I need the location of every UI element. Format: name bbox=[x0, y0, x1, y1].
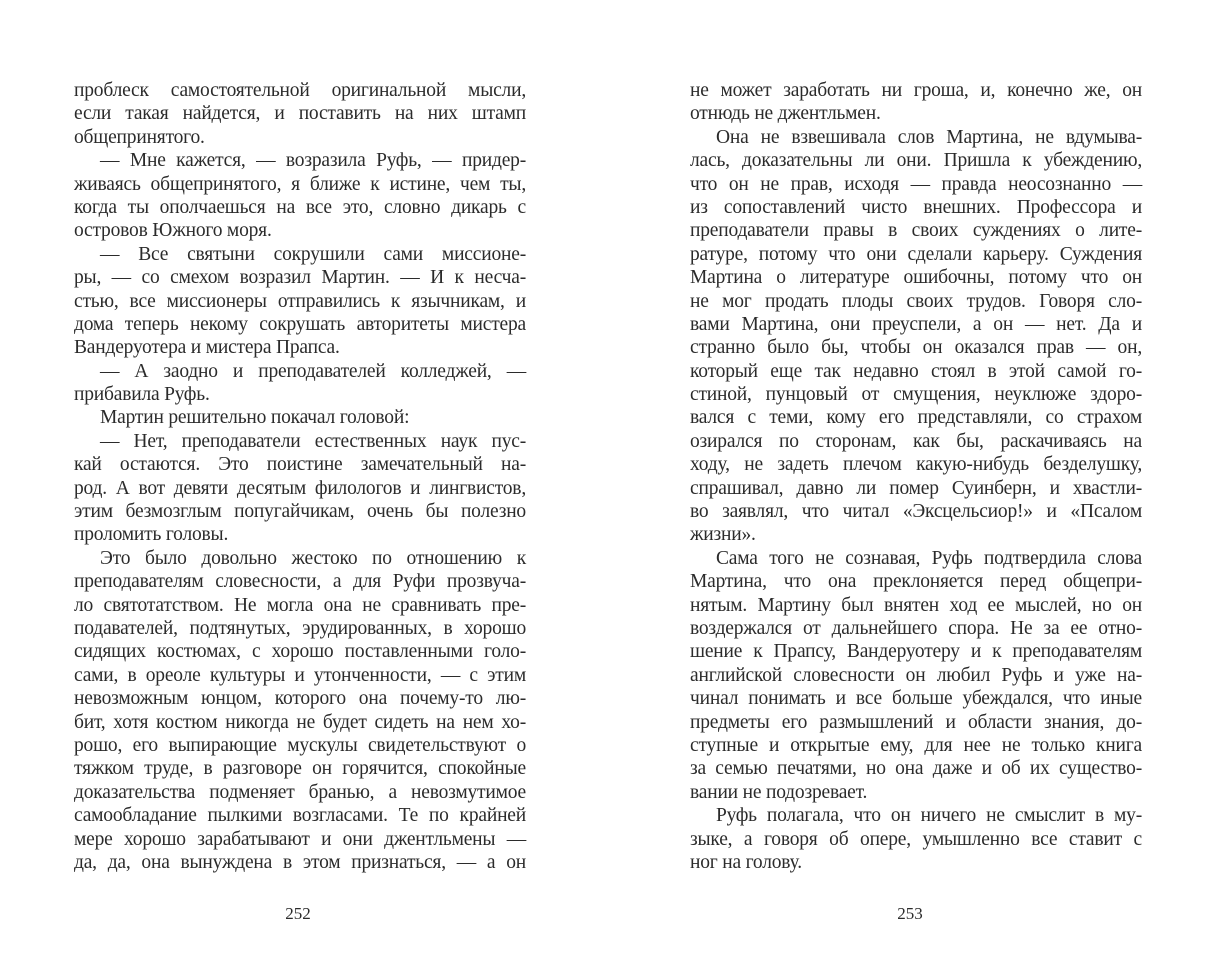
text-line: не мог продать плоды своих трудов. Говоря сло- bbox=[690, 290, 1142, 312]
text-line: преподавателям словесности, а для Руфи прозвуча- bbox=[74, 571, 526, 593]
text-line: ло святотатством. Не могла она не сравнивать пре- bbox=[74, 594, 526, 616]
text-line: вался с теми, кому его представляли, со страхом bbox=[690, 407, 1142, 429]
text-line: шение к Прапсу, Вандеруотеру и к преподавателям bbox=[690, 641, 1142, 663]
text-line: самообладание пылкими возгласами. Те по крайней bbox=[74, 805, 526, 827]
text-line: не может заработать ни гроша, и, конечно же, он bbox=[690, 80, 1142, 101]
text-line: Вандеруотера и мистера Прапса. bbox=[74, 337, 340, 359]
text-line: предметы его размышлений и области знания, до- bbox=[690, 711, 1142, 733]
text-line: — А заодно и преподавателей колледжей, — bbox=[100, 360, 526, 382]
text-line: живаясь общепринятого, я ближе к истине, чем ты, bbox=[74, 173, 526, 195]
text-line: ры, — со смехом возразил Мартин. — И к несча- bbox=[74, 267, 526, 289]
text-line: отнюдь не джентльмен. bbox=[690, 103, 881, 125]
text-line: во заявлял, что читал «Эксцельсиор!» и «Псалом bbox=[690, 501, 1142, 523]
text-line: проломить головы. bbox=[74, 524, 229, 546]
right-page bbox=[690, 79, 1142, 959]
text-line: сидящих костюмах, с хорошо поставленными голо- bbox=[74, 641, 526, 663]
text-line: этим безмозглым попугайчикам, очень бы полезно bbox=[74, 501, 526, 523]
text-line: который еще так недавно стоял в этой самой го- bbox=[690, 360, 1142, 382]
text-line: мере хорошо зарабатывают и они джентльмены — bbox=[74, 828, 526, 850]
text-line: — Мне кажется, — возразила Руфь, — придер- bbox=[100, 150, 526, 172]
text-line: если такая найдется, и поставить на них штамп bbox=[74, 103, 526, 125]
text-line: род. А вот девяти десятым филологов и лингвистов, bbox=[74, 477, 526, 499]
text-line: из сопоставлений чисто внешних. Профессора и bbox=[690, 196, 1142, 218]
text-line: Мартина, что она преклоняется перед общепри- bbox=[690, 571, 1142, 593]
text-line: кай остаются. Это поистине замечательный на- bbox=[74, 454, 526, 476]
text-line: — Нет, преподаватели естественных наук пус- bbox=[100, 430, 526, 452]
text-line: вании не подозревает. bbox=[690, 781, 868, 803]
text-line: стью, все миссионеры отправились к язычникам, и bbox=[74, 290, 526, 312]
text-line: лась, доказательны ли они. Пришла к убеждению, bbox=[690, 150, 1142, 172]
text-line: вами Мартина, они преуспели, а он — нет. Да и bbox=[690, 313, 1142, 335]
text-line: спрашивал, давно ли помер Суинберн, и хвастли- bbox=[690, 477, 1142, 499]
right-page-number: 253 bbox=[897, 904, 923, 923]
text-line: доказательства подменяет бранью, а невозмутимое bbox=[74, 781, 526, 803]
text-line: общепринятого. bbox=[74, 126, 205, 148]
left-page-body bbox=[74, 79, 526, 874]
text-line: ходу, не задеть плечом какую-нибудь безделушку, bbox=[690, 454, 1142, 476]
text-line: Мартин решительно покачал головой: bbox=[100, 407, 410, 429]
text-line: подавателей, подтянутых, эрудированных, в хорошо bbox=[74, 617, 526, 639]
right-page-body bbox=[690, 79, 1142, 874]
text-line: проблеск самостоятельной оригинальной мысли, bbox=[74, 80, 526, 101]
text-line: невозможным юнцом, которого она почему-то лю- bbox=[74, 688, 526, 710]
text-line: что он не прав, исходя — правда неосознанно — bbox=[690, 173, 1142, 195]
text-line: — Все святыни сокрушили сами миссионе- bbox=[100, 243, 526, 265]
left-page-number: 252 bbox=[285, 904, 311, 923]
text-line: бит, хотя костюм никогда не будет сидеть на нем хо- bbox=[74, 711, 526, 733]
text-line: Она не взвешивала слов Мартина, не вдумыва- bbox=[716, 126, 1142, 148]
text-line: чинал понимать и все больше убеждался, что иные bbox=[690, 688, 1142, 710]
text-line: да, да, она вынуждена в этом признаться, — а он bbox=[74, 851, 526, 873]
text-line: Это было довольно жестоко по отношению к bbox=[100, 547, 526, 569]
text-line: ног на голову. bbox=[690, 851, 802, 873]
text-line: воздержался от дальнейшего спора. Не за ее отно- bbox=[690, 617, 1142, 639]
text-line: тяжком труде, в разговоре он горячится, спокойные bbox=[74, 758, 526, 780]
text-line: странно было бы, чтобы он оказался прав — он, bbox=[690, 337, 1142, 359]
text-line: Мартина о литературе ошибочны, потому что он bbox=[690, 267, 1142, 289]
text-line: преподаватели правы в своих суждениях о лите- bbox=[690, 220, 1142, 242]
text-line: за семью печатями, но она даже и об их существо- bbox=[690, 758, 1142, 780]
text-line: стиной, пунцовый от смущения, неуклюже здоро- bbox=[690, 384, 1142, 406]
text-line: озирался по сторонам, как бы, раскачиваясь на bbox=[690, 430, 1142, 452]
text-line: ратуре, потому что они сделали карьеру. Суждения bbox=[690, 243, 1142, 265]
text-line: зыке, а говоря об опере, умышленно все ставит с bbox=[690, 828, 1142, 850]
text-line: когда ты ополчаешься на все это, словно дикарь с bbox=[74, 196, 526, 218]
text-line: островов Южного моря. bbox=[74, 220, 272, 242]
text-line: жизни». bbox=[690, 524, 756, 546]
text-line: рошо, его выпирающие мускулы свидетельствуют о bbox=[74, 734, 526, 756]
text-line: Сама того не сознавая, Руфь подтвердила слова bbox=[716, 547, 1142, 569]
left-page bbox=[74, 79, 526, 959]
text-line: прибавила Руфь. bbox=[74, 384, 210, 406]
text-line: английской словесности он любил Руфь и уже на- bbox=[690, 664, 1142, 686]
text-line: нятым. Мартину был внятен ход ее мыслей, но он bbox=[690, 594, 1142, 616]
text-line: сами, в ореоле культуры и утонченности, — с этим bbox=[74, 664, 526, 686]
text-line: ступные и открытые ему, для нее не только книга bbox=[690, 734, 1142, 756]
text-line: Руфь полагала, что он ничего не смыслит в му- bbox=[716, 805, 1142, 827]
text-line: дома теперь некому сокрушать авторитеты мистера bbox=[74, 313, 526, 335]
